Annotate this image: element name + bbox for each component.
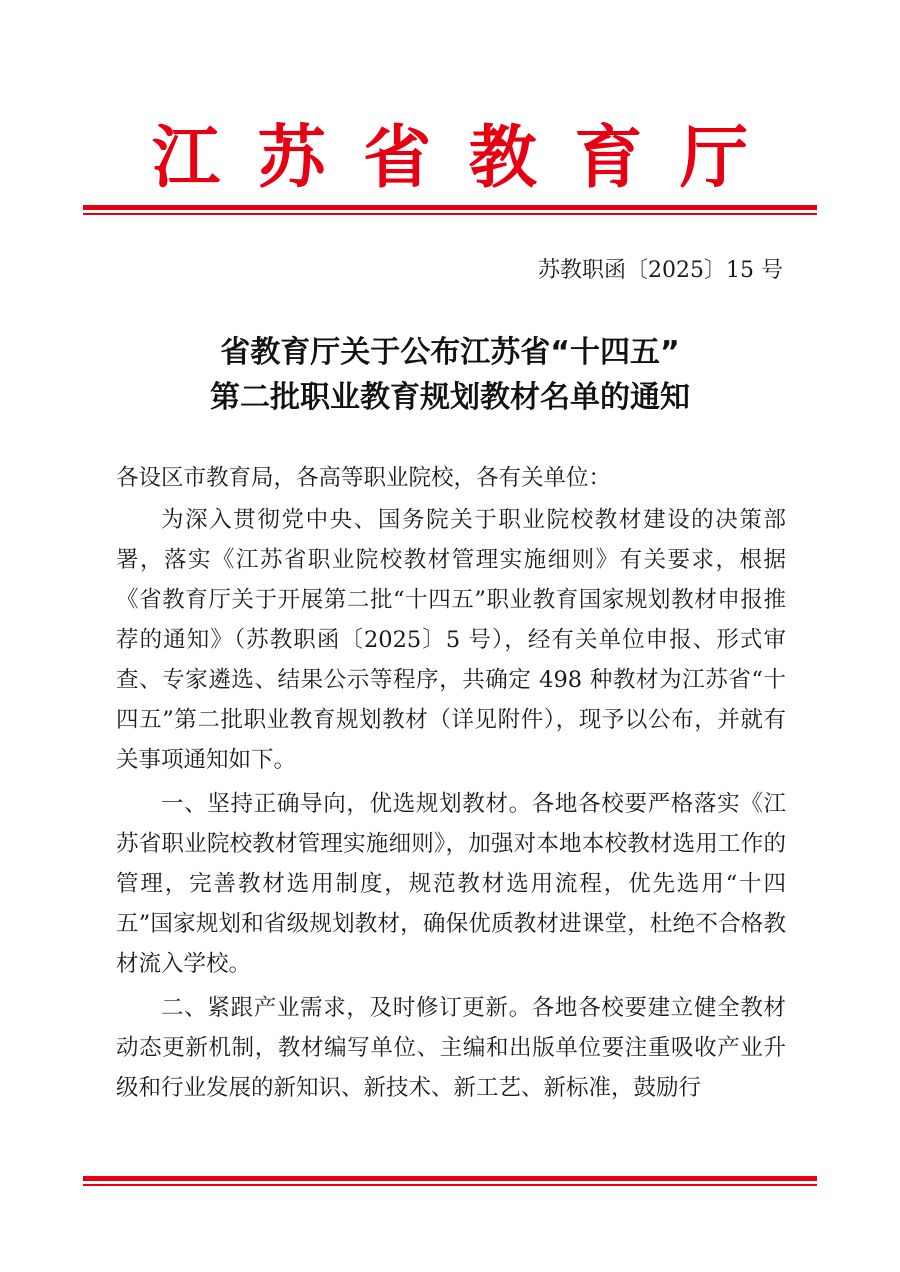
red-rule-thick xyxy=(83,205,817,210)
masthead-char: 教 xyxy=(468,118,537,198)
red-rule-thin xyxy=(83,1184,817,1186)
red-rule-thin xyxy=(83,213,817,215)
document-number: 苏教职函〔2025〕15 号 xyxy=(538,258,783,283)
salutation: 各设区市教育局，各高等职业院校，各有关单位： xyxy=(116,465,612,491)
document-body xyxy=(116,458,786,1112)
title-line-1: 省教育厅关于公布江苏省“十四五” xyxy=(220,335,680,370)
document-title xyxy=(83,330,817,420)
masthead-char: 江 xyxy=(151,118,220,198)
body-paragraph: 二、紧跟产业需求，及时修订更新。各地各校要建立健全教材动态更新机制，教材编写单位、主编和出版单位要注重吸收产业升级和行业发展的新知识、新技术、新工艺、新标准，鼓励行 xyxy=(116,995,786,1101)
masthead-char: 省 xyxy=(363,118,432,198)
masthead-char: 厅 xyxy=(679,118,748,198)
red-header-rule xyxy=(83,205,817,215)
red-rule-thick xyxy=(83,1176,817,1181)
red-footer-rule xyxy=(83,1176,817,1186)
body-paragraph: 为深入贯彻党中央、国务院关于职业院校教材建设的决策部署，落实《江苏省职业院校教材管理实施细则》有关要求，根据《省教育厅关于开展第二批“十四五”职业教育国家规划教材申报推荐的通知》（苏教职函〔2025〕5 号），经有关单位申报、形式审查、专家遴选、结果公示等程序，共确定 498 种教材为江苏省“十四五”第二批职业教育规划教材（详见附件），现予以公布，并就有关事项通知如下。 xyxy=(116,507,786,773)
masthead-title xyxy=(150,118,750,198)
title-line-2: 第二批职业教育规划教材名单的通知 xyxy=(210,380,690,415)
masthead-char: 苏 xyxy=(257,118,326,198)
body-paragraph: 一、坚持正确导向，优选规划教材。各地各校要严格落实《江苏省职业院校教材管理实施细则》，加强对本地本校教材选用工作的管理，完善教材选用制度，规范教材选用流程，优先选用“十四五”国家规划和省级规划教材，确保优质教材进课堂，杜绝不合格教材流入学校。 xyxy=(116,791,786,977)
masthead-char: 育 xyxy=(574,118,643,198)
